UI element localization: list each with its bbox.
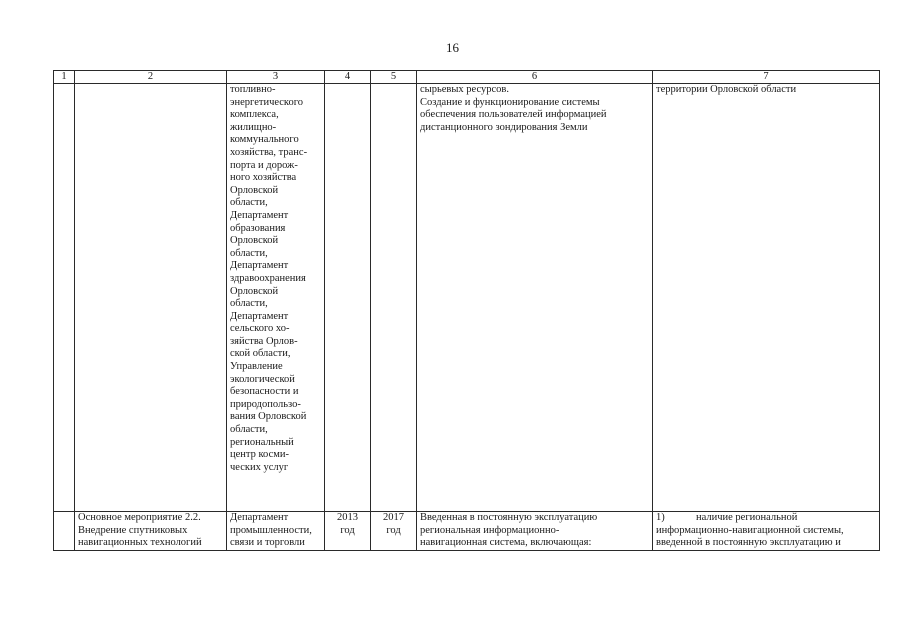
cell-activity: Основное мероприятие 2.2. Внедрение спутниковых навигационных технологий (75, 512, 227, 551)
indicator-text: наличие региональной информационно-навигационной системы, введенной в постоянную эксплуатацию и (656, 512, 844, 549)
header-cell: 7 (653, 71, 880, 84)
header-cell: 4 (325, 71, 371, 84)
header-cell: 2 (75, 71, 227, 84)
cell-executor: топливно- энергетического комплекса, жилищно- коммунального хозяйства, транс- порта и дорож- ного хозяйства Орловской области, Департамент образования Орловской области, Департамент здравоохранения Орловской области, Департамент сельского хо- зяйства Орлов- ской области, Управление экологической безопасности и природопользо- вания Орловской области, региональный центр косми- ческих услуг (227, 84, 325, 512)
cell-end-year: 2017 год (371, 512, 417, 551)
page-number: 16 (446, 40, 459, 55)
header-cell: 3 (227, 71, 325, 84)
indicator-number: 1) (656, 512, 665, 523)
cell-number (54, 84, 75, 512)
cell-expected-result: сырьевых ресурсов. Создание и функционирование системы обеспечения пользователей информацией дистанционного зондирования Земли (417, 84, 653, 512)
cell-expected-result: Введенная в постоянную эксплуатацию региональная информационно- навигационная система, включающая: (417, 512, 653, 551)
cell-start-year (325, 84, 371, 512)
program-activities-table (53, 70, 880, 551)
table-row (54, 512, 880, 551)
header-cell: 1 (54, 71, 75, 84)
cell-executor: Департамент промышленности, связи и торговли (227, 512, 325, 551)
cell-number (54, 512, 75, 551)
table-header-row (54, 71, 880, 84)
cell-activity (75, 84, 227, 512)
cell-indicator (653, 512, 880, 551)
cell-end-year (371, 84, 417, 512)
cell-start-year: 2013 год (325, 512, 371, 551)
cell-indicator: территории Орловской области (653, 84, 880, 512)
table-row (54, 84, 880, 512)
header-cell: 5 (371, 71, 417, 84)
header-cell: 6 (417, 71, 653, 84)
